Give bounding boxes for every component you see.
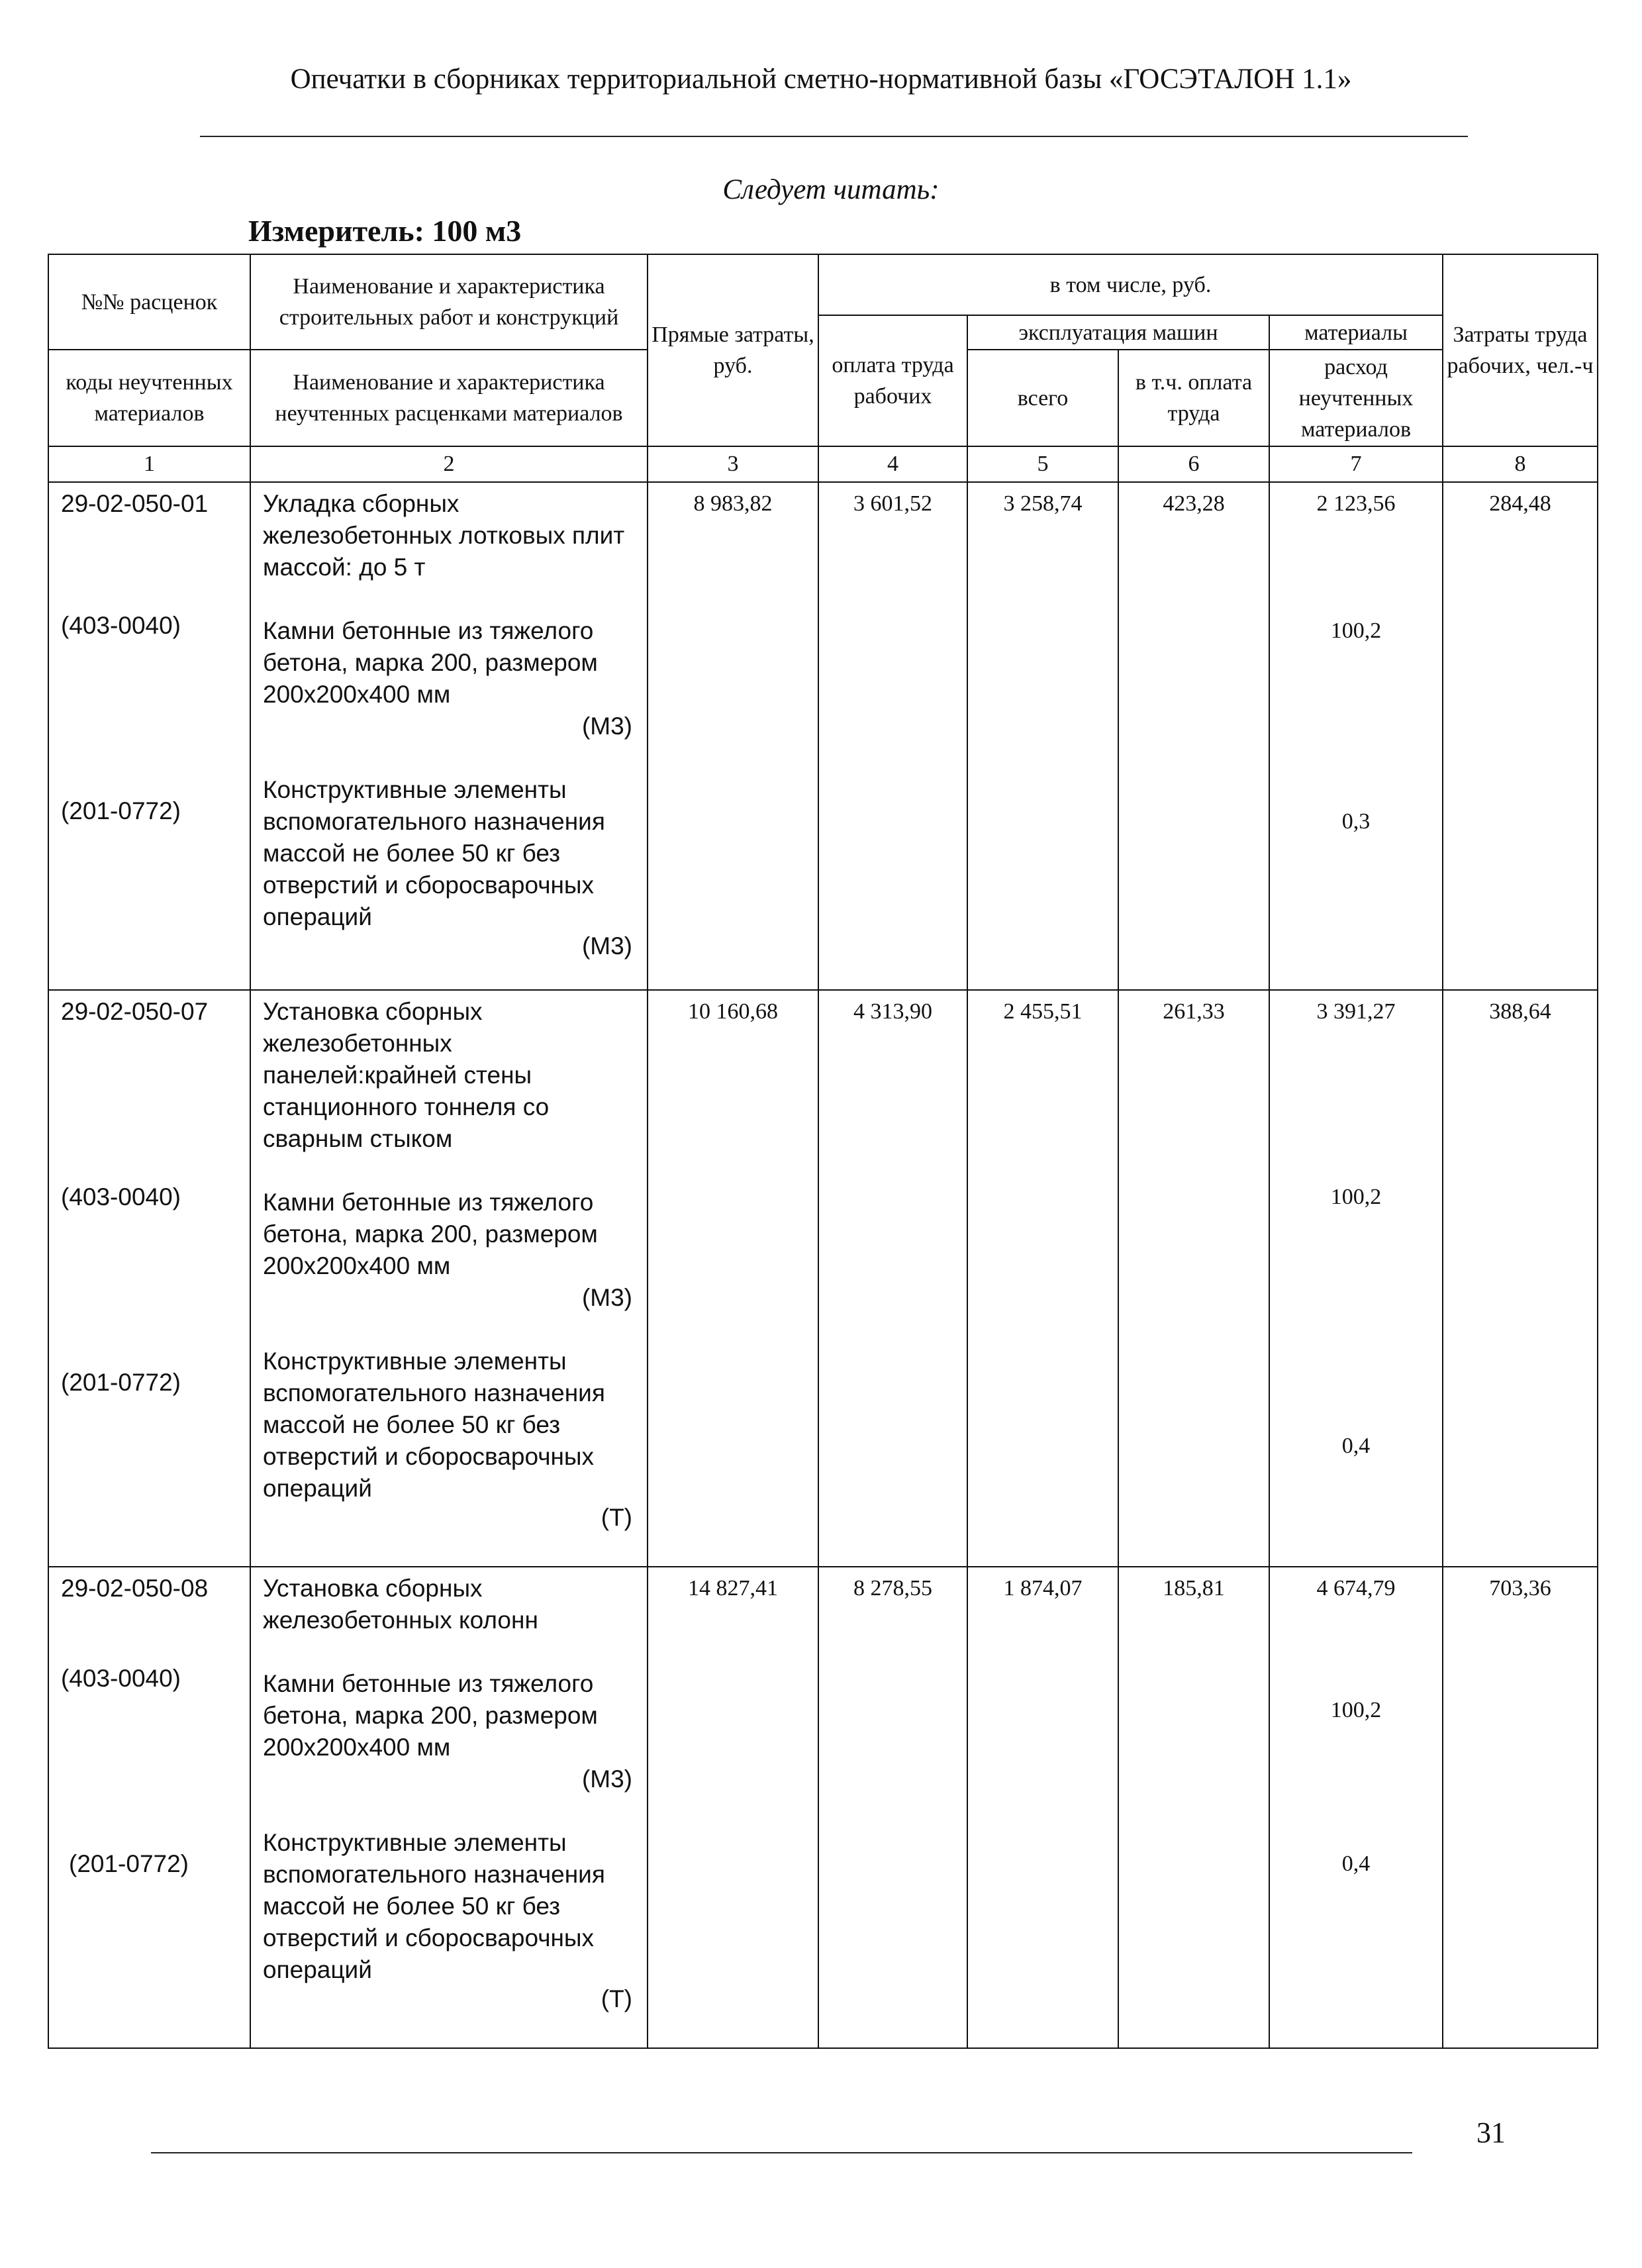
material-quantity: 100,2 [1330,1185,1382,1209]
work-name-cell [250,482,648,990]
machine-labor-value: 261,33 [1163,999,1225,1024]
work-name: Установка сборных железобетонных панелей:крайней стены станционного тоннеля со сварным стыком [263,998,550,1152]
header-materials: материалы [1269,315,1443,350]
materials-value: 4 674,79 [1316,1576,1396,1601]
header-divider [200,136,1468,137]
direct-costs-value: 14 827,41 [688,1576,778,1601]
page-header-title: Опечатки в сборниках территориальной сметно-нормативной базы «ГОСЭТАЛОН 1.1» [290,64,1352,95]
labor-pay-value: 3 601,52 [853,491,932,516]
work-name-cell [250,1567,648,2048]
labor-pay-cell [818,990,967,1567]
header-machine-operation: эксплуатация машин [967,315,1269,350]
header-rate-number: №№ расценок [48,254,250,350]
rate-code: 29-02-050-01 [61,490,209,517]
materials-cell [1269,990,1443,1567]
header-material-codes: коды неучтенных материалов [48,350,250,446]
labor-pay-value: 8 278,55 [853,1576,932,1601]
page-number: 31 [1476,2116,1506,2149]
machine-labor-value: 423,28 [1163,491,1225,516]
material-code: (403-0040) [61,1665,181,1692]
column-number: 5 [967,446,1118,482]
material-name: Конструктивные элементы вспомогательного назначения массой не более 50 кг без отверстий и сборосварочных операций [263,1348,605,1502]
rate-code-cell [48,1567,250,2048]
material-quantity: 0,3 [1341,809,1371,834]
material-name: Камни бетонные из тяжелого бетона, марка 200, размером 200x200x400 мм [263,1189,598,1279]
labor-hours-cell [1443,990,1598,1567]
material-name: Камни бетонные из тяжелого бетона, марка 200, размером 200x200x400 мм [263,617,598,708]
material-name: Камни бетонные из тяжелого бетона, марка 200, размером 200x200x400 мм [263,1670,598,1761]
machine-total-cell [967,482,1118,990]
machine-total-cell [967,1567,1118,2048]
machine-labor-cell [1118,482,1269,990]
column-number: 6 [1118,446,1269,482]
section-subtitle: Следует читать: [722,174,940,205]
labor-hours-cell [1443,482,1598,990]
material-code: (201-0772) [61,797,181,824]
work-name: Установка сборных железобетонных колонн [263,1575,538,1634]
labor-pay-cell [818,482,967,990]
material-name: Конструктивные элементы вспомогательного назначения массой не более 50 кг без отверстий и сборосварочных операций [263,1829,605,1983]
rate-code: 29-02-050-07 [61,998,209,1025]
header-labor-pay: оплата труда рабочих [818,315,967,446]
material-quantity: 0,4 [1341,1434,1371,1458]
labor-hours-value: 284,48 [1489,491,1551,516]
materials-value: 3 391,27 [1316,999,1396,1024]
machine-total-cell [967,990,1118,1567]
materials-value: 2 123,56 [1316,491,1396,516]
header-machine-total: всего [967,350,1118,446]
direct-costs-value: 8 983,82 [693,491,773,516]
header-work-name: Наименование и характеристика строительных работ и конструкций [250,254,648,350]
material-quantity: 0,4 [1341,1851,1371,1876]
material-unit: (М3) [581,1284,632,1311]
material-unit: (М3) [581,1765,632,1793]
materials-cell [1269,1567,1443,2048]
material-code: (403-0040) [61,1183,181,1210]
labor-pay-cell [818,1567,967,2048]
direct-costs-cell [648,990,818,1567]
measurement-unit: Измеритель: 100 м3 [248,214,522,248]
material-code: (201-0772) [61,1369,181,1396]
material-name: Конструктивные элементы вспомогательного назначения массой не более 50 кг без отверстий и сборосварочных операций [263,776,605,930]
labor-pay-value: 4 313,90 [853,999,932,1024]
material-unit: (Т) [601,1985,632,2012]
table-row [48,990,1598,1567]
materials-cell [1269,482,1443,990]
material-quantity: 100,2 [1330,1698,1382,1722]
header-labor-hours: Затраты труда рабочих, чел.-ч [1443,254,1598,446]
material-code: (403-0040) [61,612,181,639]
labor-hours-cell [1443,1567,1598,2048]
machine-labor-cell [1118,990,1269,1567]
direct-costs-cell [648,1567,818,2048]
rates-table [48,254,1598,2049]
column-number: 8 [1443,446,1598,482]
rate-code-cell [48,990,250,1567]
machine-labor-cell [1118,1567,1269,2048]
direct-costs-cell [648,482,818,990]
table-row [48,1567,1598,2048]
header-material-names: Наименование и характеристика неучтенных расценками материалов [250,350,648,446]
column-number: 2 [250,446,648,482]
header-unaccounted-materials: расход неучтенных материалов [1269,350,1443,446]
column-number: 7 [1269,446,1443,482]
material-unit: (М3) [581,932,632,960]
table-row [48,482,1598,990]
column-number: 3 [648,446,818,482]
column-number: 4 [818,446,967,482]
direct-costs-value: 10 160,68 [688,999,778,1024]
material-unit: (Т) [601,1504,632,1531]
header-including-group: в том числе, руб. [818,254,1443,315]
footer-divider [151,2152,1412,2153]
machine-labor-value: 185,81 [1163,1576,1225,1601]
material-unit: (М3) [581,713,632,740]
material-quantity: 100,2 [1330,618,1382,643]
work-name-cell [250,990,648,1567]
rate-code: 29-02-050-08 [61,1575,209,1602]
machine-total-value: 3 258,74 [1003,491,1083,516]
header-machine-labor: в т.ч. оплата труда [1118,350,1269,446]
rate-code-cell [48,482,250,990]
material-code: (201-0772) [69,1850,189,1877]
work-name: Укладка сборных железобетонных лотковых плит массой: до 5 т [263,490,625,581]
column-number: 1 [48,446,250,482]
labor-hours-value: 388,64 [1489,999,1551,1024]
machine-total-value: 2 455,51 [1003,999,1083,1024]
labor-hours-value: 703,36 [1489,1576,1551,1601]
machine-total-value: 1 874,07 [1003,1576,1083,1601]
header-direct-costs: Прямые затраты, руб. [648,254,818,446]
